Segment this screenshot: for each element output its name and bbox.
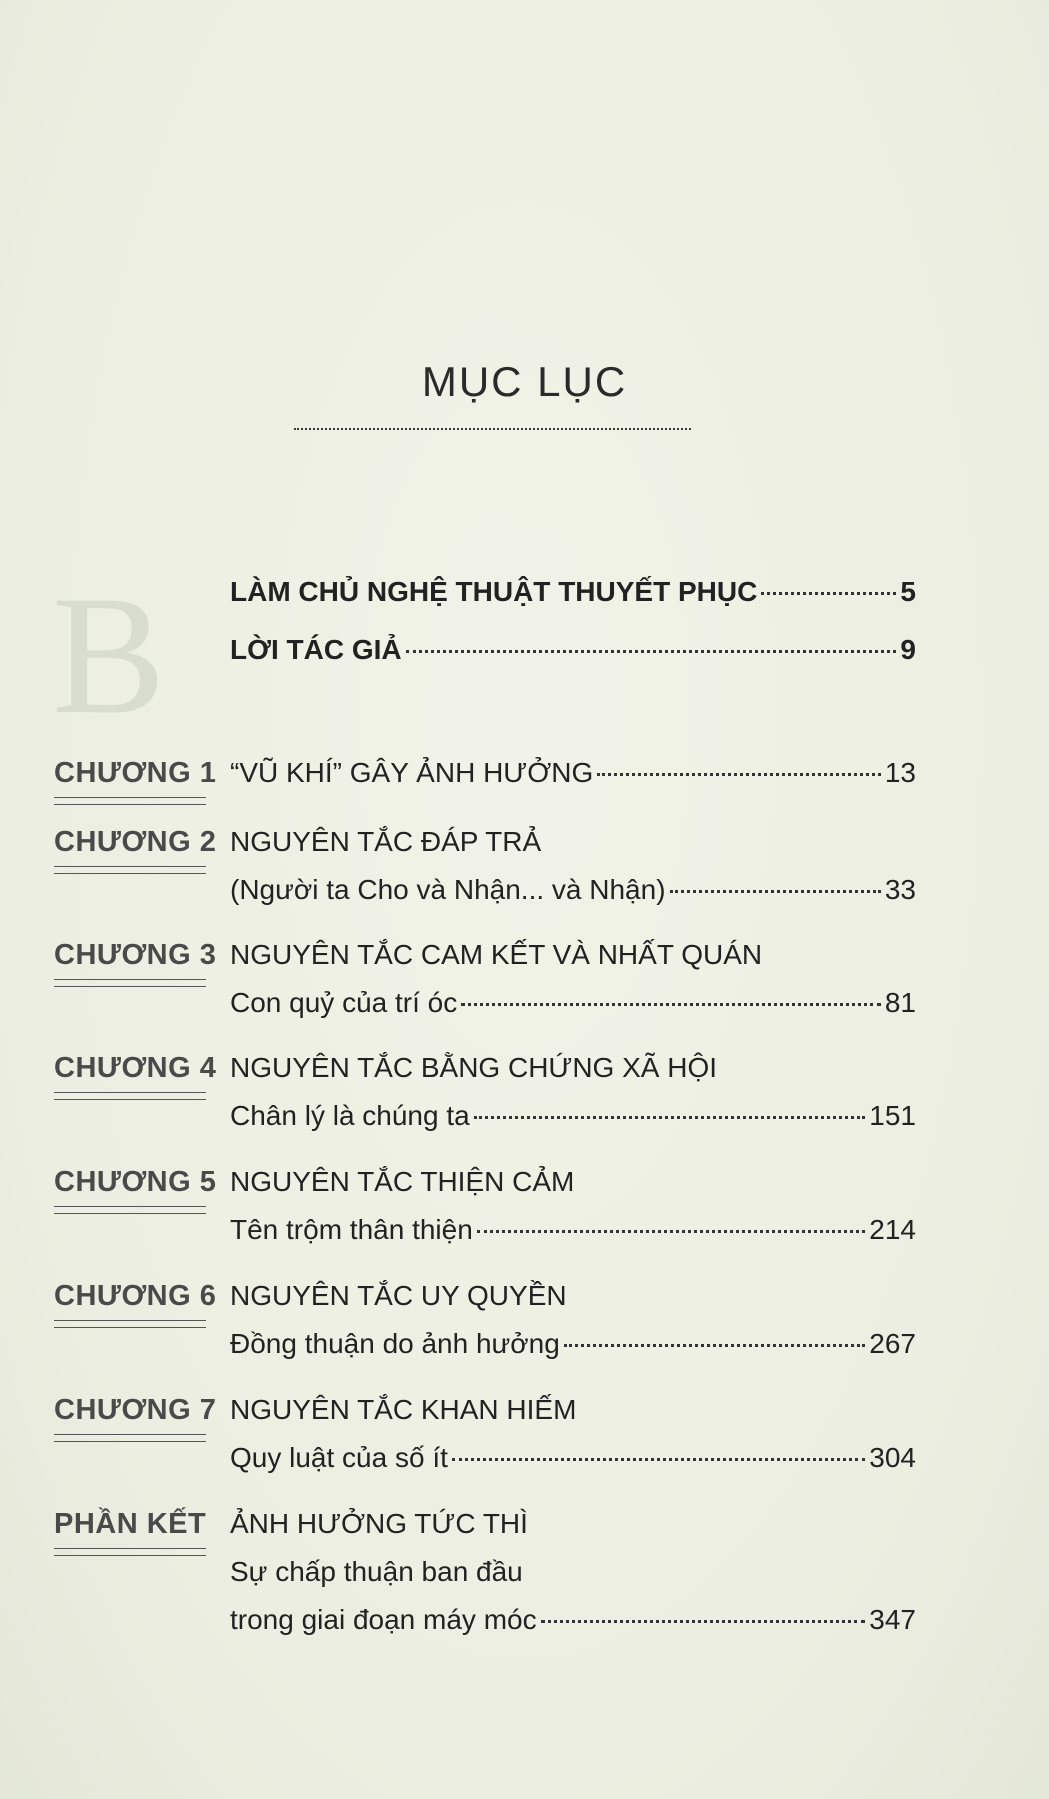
toc-page-number: 9 — [900, 634, 916, 665]
dot-leader — [477, 1229, 865, 1233]
toc-chapter-4 — [0, 1048, 1049, 1088]
toc-front-item-2 — [0, 630, 1049, 670]
toc-entry — [230, 1438, 916, 1478]
toc-entry-text: Con quỷ của trí óc — [230, 987, 458, 1018]
toc-chapter-1 — [0, 753, 1049, 793]
toc-entry — [230, 1210, 916, 1250]
toc-entry-text: (Người ta Cho và Nhận... và Nhận) — [230, 874, 666, 905]
chapter-label: CHƯƠNG 5 — [54, 1166, 217, 1198]
toc-entry-text: “VŨ KHÍ” GÂY ẢNH HƯỞNG — [230, 757, 594, 788]
toc-entry — [230, 1324, 916, 1364]
toc-chapter-7 — [0, 1390, 1049, 1430]
toc-entry-text: Chân lý là chúng ta — [230, 1100, 470, 1131]
chapter-heading: NGUYÊN TẮC KHAN HIẾM — [230, 1394, 577, 1425]
toc-entry — [230, 870, 916, 910]
bleed-through-letter: B — [52, 561, 166, 749]
toc-epilogue-entry — [0, 1600, 1049, 1640]
toc-page-number: 304 — [869, 1442, 916, 1473]
chapter-heading: NGUYÊN TẮC CAM KẾT VÀ NHẤT QUÁN — [230, 939, 763, 970]
toc-page-number: 267 — [869, 1328, 916, 1359]
page-title: MỤC LỤC — [421, 358, 628, 405]
epilogue-subtitle-line: Sự chấp thuận ban đầu — [230, 1556, 523, 1587]
chapter-heading: NGUYÊN TẮC ĐÁP TRẢ — [230, 826, 542, 857]
epilogue-heading: ẢNH HƯỞNG TỨC THÌ — [230, 1508, 528, 1539]
chapter-heading: NGUYÊN TẮC BẰNG CHỨNG XÃ HỘI — [230, 1052, 718, 1083]
toc-entry — [230, 1600, 916, 1640]
toc-chapter-4-entry — [0, 1096, 1049, 1136]
chapter-label: CHƯƠNG 6 — [54, 1280, 217, 1312]
dot-leader — [406, 649, 897, 653]
dot-leader — [761, 591, 896, 595]
toc-entry — [230, 630, 916, 670]
chapter-heading: NGUYÊN TẮC UY QUYỀN — [230, 1280, 567, 1311]
chapter-label-underline — [54, 797, 206, 805]
epilogue-label: PHẦN KẾT — [54, 1508, 207, 1540]
dot-leader — [597, 772, 881, 776]
toc-chapter-6 — [0, 1276, 1049, 1316]
toc-chapter-2-entry — [0, 870, 1049, 910]
toc-chapter-5 — [0, 1162, 1049, 1202]
toc-chapter-7-entry — [0, 1438, 1049, 1478]
toc-page-number: 151 — [869, 1100, 916, 1131]
toc-entry — [230, 753, 916, 793]
toc-entry-text: Đồng thuận do ảnh hưởng — [230, 1328, 560, 1359]
chapter-label: CHƯƠNG 3 — [54, 939, 217, 971]
toc-chapter-3 — [0, 935, 1049, 975]
toc-entry — [230, 983, 916, 1023]
toc-entry-text: Quy luật của số ít — [230, 1442, 448, 1473]
chapter-label: CHƯƠNG 4 — [54, 1052, 217, 1084]
dot-leader — [541, 1619, 866, 1623]
toc-entry-text: trong giai đoạn máy móc — [230, 1604, 537, 1635]
toc-entry-text: Tên trộm thân thiện — [230, 1214, 473, 1245]
toc-entry — [230, 572, 916, 612]
title-dotted-rule — [294, 428, 691, 430]
dot-leader — [452, 1457, 865, 1461]
toc-chapter-3-entry — [0, 983, 1049, 1023]
chapter-label: CHƯƠNG 7 — [54, 1394, 217, 1426]
toc-page-number: 347 — [869, 1604, 916, 1635]
chapter-label: CHƯƠNG 2 — [54, 826, 217, 858]
toc-chapter-2 — [0, 822, 1049, 862]
toc-entry — [230, 1096, 916, 1136]
toc-entry-text: LÀM CHỦ NGHỆ THUẬT THUYẾT PHỤC — [230, 576, 758, 607]
toc-chapter-5-entry — [0, 1210, 1049, 1250]
dot-leader — [474, 1115, 866, 1119]
toc-page-number: 33 — [884, 874, 916, 905]
toc-front-item-1 — [0, 572, 1049, 612]
toc-page-number: 214 — [869, 1214, 916, 1245]
toc-page-number: 81 — [884, 987, 916, 1018]
dot-leader — [461, 1002, 881, 1006]
toc-entry-text: LỜI TÁC GIẢ — [230, 634, 402, 665]
toc-page-number: 13 — [884, 757, 916, 788]
toc-epilogue-subline — [0, 1552, 1049, 1592]
chapter-label: CHƯƠNG 1 — [54, 757, 217, 789]
dot-leader — [670, 889, 881, 893]
chapter-heading: NGUYÊN TẮC THIỆN CẢM — [230, 1166, 575, 1197]
dot-leader — [564, 1343, 865, 1347]
toc-epilogue — [0, 1504, 1049, 1544]
toc-page-number: 5 — [900, 576, 916, 607]
toc-chapter-6-entry — [0, 1324, 1049, 1364]
